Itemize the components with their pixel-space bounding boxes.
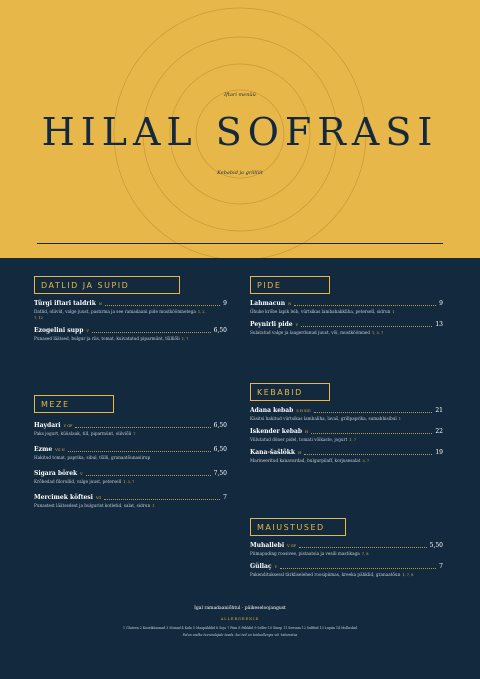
item-desc: Punastest läätsedest ja bulgurist kotletid, salat, sidrun (34, 503, 151, 508)
leader-dots (92, 332, 211, 333)
leader-dots (105, 305, 220, 306)
item-tag: V (80, 472, 83, 476)
item-price: 7 (223, 494, 227, 501)
allergen-heading: ALLERGEENID (220, 617, 260, 621)
item-tag: V (295, 323, 299, 327)
item-price: 9 (439, 300, 443, 307)
item-tag: VG N (55, 448, 65, 452)
item-name: Ezogelini supp (34, 327, 84, 334)
menu-item (250, 300, 443, 315)
item-desc: Krõbedad filorullid, valge juust, petersell (34, 479, 122, 484)
item-tag: VG (95, 496, 102, 500)
header-banner (0, 0, 480, 258)
item-name: Sigara börek (34, 470, 78, 477)
leader-dots (314, 412, 433, 413)
section-title: MEZE (34, 395, 114, 413)
section-title: KEBABID (250, 383, 330, 401)
item-tag: V GF (63, 424, 73, 428)
allergen-list: 1 Gluteen 2 Koorikloomad 3 Munad 4 Kala 5 Maapähklid 6 Soja 7 Piim 8 Pähklid 9 Seller 10 Sinep 11 Seesam 12 Sulfitid 13 Lupiin 14 Molluskid (123, 626, 357, 630)
footer-note: Igal ramadaaniõhtul · päikeseloojangust (194, 606, 286, 611)
leader-dots (301, 326, 432, 327)
item-desc: Viilutatud döner pidel, tomati võikaste, jogurt (250, 437, 348, 442)
item-price: 7,50 (213, 470, 227, 477)
item-price: 13 (435, 321, 443, 328)
item-allergens: 3, 7 (362, 459, 370, 463)
item-desc: Paks jogurt, küüslauk, till, piparmünt, oliiviõli (34, 431, 132, 436)
item-allergens: 1, 3, 7 (372, 331, 384, 335)
item-price: 22 (435, 428, 443, 435)
item-desc: Õhuke krõbe lapik leib, vürtsikas lambahakkliha, petersell, sidrun (250, 309, 391, 314)
header-divider (37, 243, 443, 244)
section-title: DATLID JA SUPID (34, 276, 180, 294)
item-allergens: 1 (152, 504, 155, 508)
item-price: 6,50 (213, 422, 227, 429)
item-tag: H (298, 451, 302, 455)
item-desc: Käsitsi hakitud vürtsikas lambaliha, lavaš, grillpaprika, sumahhisibul (250, 416, 397, 421)
leader-dots (299, 547, 427, 548)
menu-item (34, 422, 227, 437)
item-allergens: 1, 7 (349, 438, 356, 442)
item-price: 21 (435, 407, 443, 414)
menu-item (250, 321, 443, 336)
restaurant-title: HILAL SOFRASI (41, 110, 439, 154)
section-pide (250, 273, 443, 336)
item-allergens: 1 (392, 310, 395, 314)
menu-item (250, 542, 443, 557)
item-allergens: 1, 7 (181, 337, 189, 341)
leader-dots (280, 568, 436, 569)
menu-item (34, 327, 227, 342)
item-tag: N (98, 302, 102, 306)
item-allergens: 1, 7, 8 (402, 573, 414, 577)
menu-item (34, 494, 227, 509)
item-tag: V (86, 329, 89, 333)
item-name: Haydari (34, 422, 61, 429)
item-price: 9 (223, 300, 227, 307)
menu-item (250, 428, 443, 443)
item-price: 5,50 (429, 542, 443, 549)
item-name: Kana-šašlõkk (250, 449, 296, 456)
item-allergens: 7 (133, 432, 136, 436)
section-meze (34, 392, 227, 509)
item-desc: Pakendituksessl tärkliselehed roosipiimas, kreeka pähklid, granaatõun (250, 572, 401, 577)
item-name: Muhallebi (250, 542, 285, 549)
leader-dots (294, 305, 436, 306)
leader-dots (311, 433, 432, 434)
leader-dots (304, 454, 432, 455)
section-datlid (34, 273, 227, 342)
menu-item (34, 446, 227, 461)
section-title: PIDE (250, 276, 330, 294)
item-allergens: 1 (398, 417, 401, 421)
item-desc: Datlid, oliivid, valge juust, pastırma ja see ramadaani pide mustköömnetega (34, 309, 196, 314)
menu-item (250, 449, 443, 464)
item-price: 7 (439, 563, 443, 570)
leader-dots (104, 499, 220, 500)
item-allergens: 1, 3, 7 (123, 480, 135, 484)
item-tag: N (288, 302, 292, 306)
item-name: Adana kebab (250, 407, 294, 414)
section-kebabid (250, 380, 443, 464)
item-tag: V GF (287, 544, 296, 548)
item-name: Türgi iftari taldrik (34, 300, 96, 307)
item-name: Ezme (34, 446, 53, 453)
item-name: Güllaç (250, 563, 272, 570)
item-name: Lahmacun (250, 300, 286, 307)
leader-dots (86, 475, 211, 476)
leader-dots (68, 451, 211, 452)
item-allergens: 1, 2, 7, 12 (34, 310, 206, 320)
menu-label: Iftari menüü (224, 92, 256, 98)
item-desc: Marineeritud kanavardad, bulgurpilaff, korjusesalat (250, 458, 361, 463)
item-desc: Piimapuding roosivee, pistaatsia ja vesili mastikaga (250, 551, 360, 556)
menu-item (250, 407, 443, 422)
restaurant-subtitle: Kebabid ja grillliit (217, 170, 263, 176)
item-allergens: 7, 8 (361, 552, 369, 556)
item-price: 19 (435, 449, 443, 456)
allergen-disclaimer: Palun andke teenindajale teada, kui teil on toiduallergia või -talumatus (182, 633, 298, 637)
menu-item (34, 470, 227, 485)
menu-item (250, 563, 443, 578)
item-desc: Hakitud tomat, paprika, sibul, tšilli, granaatõunasiirup (34, 455, 151, 460)
item-name: Iskender kebab (250, 428, 303, 435)
item-tag: V (274, 565, 278, 569)
item-name: Peynirli pide (250, 321, 293, 328)
section-title: MAIUSTUSED (250, 518, 346, 536)
item-tag: H (305, 430, 309, 434)
leader-dots (75, 427, 210, 428)
item-desc: Punased läätsed, bulgur ja riis, tomat, kuivatatud piparmünt, tšilliõli (34, 336, 180, 341)
item-price: 6,50 (213, 446, 227, 453)
section-maiustused (250, 515, 443, 578)
item-name: Mercimek köftesi (34, 494, 93, 501)
item-desc: Sulatatud valge ja laagerdunud juust, või, mustköömned (250, 330, 371, 335)
item-price: 6,50 (213, 327, 227, 334)
item-tag: S H SIG (296, 409, 311, 413)
menu-item (34, 300, 227, 321)
